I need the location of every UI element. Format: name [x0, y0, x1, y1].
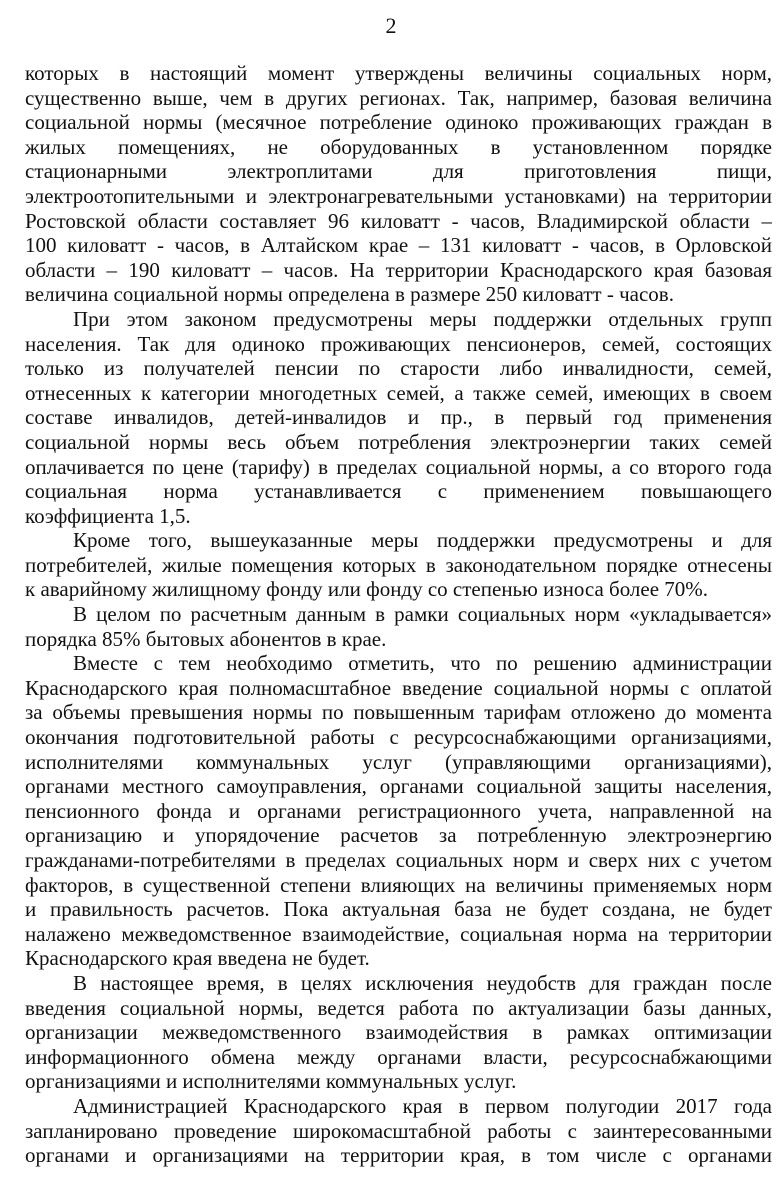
body-text	[25, 61, 772, 1168]
text-line: коэффициента 1,5.	[25, 503, 191, 528]
text-line: социальная норма устанавливается с применением повышающего	[25, 479, 772, 504]
text-line: исполнителями коммунальных услуг (управляющими организациями),	[25, 749, 772, 774]
text-line: жилых помещениях, не оборудованных в установленном порядке	[25, 134, 772, 159]
text-line: органами и организациями на территории края, в том числе с органами	[25, 1143, 772, 1168]
text-line: порядка 85% бытовых абонентов в крае.	[25, 626, 387, 651]
text-line: отнесенных к категории многодетных семей, а также семей, имеющих в своем	[25, 380, 772, 405]
text-line: В целом по расчетным данным в рамки социальных норм «укладывается»	[73, 602, 772, 627]
text-line: запланировано проведение широкомасштабной работы с заинтересованными	[25, 1118, 772, 1143]
text-line: за объемы превышения нормы по повышенным тарифам отложено до момента	[25, 700, 772, 725]
text-line: организациями и исполнителями коммунальных услуг.	[25, 1069, 517, 1094]
text-line: пенсионного фонда и органами регистрационного учета, направленной на	[25, 798, 772, 823]
text-line: электроотопительными и электронагревательными установками) на территории	[25, 183, 772, 208]
text-line: области – 190 киловатт – часов. На территории Краснодарского края базовая	[25, 257, 772, 282]
text-line: существенно выше, чем в других регионах. Так, например, базовая величина	[25, 85, 772, 110]
text-line: населения. Так для одиноко проживающих пенсионеров, семей, состоящих	[25, 331, 772, 356]
text-line: потребителей, жилые помещения которых в законодательном порядке отнесены	[25, 552, 772, 577]
text-line: Краснодарского края введена не будет.	[25, 946, 370, 971]
text-line: окончания подготовительной работы с ресурсоснабжающими организациями,	[25, 725, 772, 750]
text-line: и правильность расчетов. Пока актуальная база не будет создана, не будет	[25, 897, 772, 922]
text-line: составе инвалидов, детей-инвалидов и пр., в первый год применения	[25, 405, 772, 430]
text-line: социальной нормы весь объем потребления электроэнергии таких семей	[25, 429, 772, 454]
text-line: налажено межведомственное взаимодействие, социальная норма на территории	[25, 921, 772, 946]
text-line: организации межведомственного взаимодействия в рамках оптимизации	[25, 1020, 772, 1045]
text-line: организацию и упорядочение расчетов за потребленную электроэнергию	[25, 823, 772, 848]
text-line: При этом законом предусмотрены меры поддержки отдельных групп	[73, 306, 772, 331]
text-line: Кроме того, вышеуказанные меры поддержки предусмотрены и для	[73, 528, 772, 553]
text-line: информационного обмена между органами власти, ресурсоснабжающими	[25, 1044, 772, 1069]
text-line: 100 киловатт - часов, в Алтайском крае – 131 киловатт - часов, в Орловской	[25, 233, 772, 258]
text-line: введения социальной нормы, ведется работа по актуализации базы данных,	[25, 995, 772, 1020]
text-line: В настоящее время, в целях исключения неудобств для граждан после	[73, 970, 772, 995]
text-line: гражданами-потребителями в пределах социальных норм и сверх них с учетом	[25, 848, 772, 872]
text-line: стационарными электроплитами для приготовления пищи,	[25, 159, 772, 184]
text-line: только из получателей пенсии по старости либо инвалидности, семей,	[25, 356, 772, 381]
text-line: Краснодарского края полномасштабное введение социальной нормы с оплатой	[25, 675, 772, 700]
text-line: которых в настоящий момент утверждены величины социальных норм,	[25, 61, 772, 85]
text-line: факторов, в существенной степени влияющих на величины применяемых норм	[25, 872, 772, 897]
page-number: 2	[385, 13, 397, 38]
text-line: оплачивается по цене (тарифу) в пределах социальной нормы, а со второго года	[25, 454, 772, 479]
text-line: органами местного самоуправления, органами социальной защиты населения,	[25, 774, 772, 799]
text-line: социальной нормы (месячное потребление одиноко проживающих граждан в	[25, 110, 772, 135]
text-line: Администрацией Краснодарского края в первом полугодии 2017 года	[73, 1093, 772, 1118]
text-line: к аварийному жилищному фонду или фонду со степенью износа более 70%.	[25, 577, 709, 602]
text-line: величина социальной нормы определена в размере 250 киловатт - часов.	[25, 282, 674, 307]
text-line: Ростовской области составляет 96 киловатт - часов, Владимирской области –	[25, 208, 772, 233]
text-line: Вместе с тем необходимо отметить, что по решению администрации	[73, 651, 772, 676]
